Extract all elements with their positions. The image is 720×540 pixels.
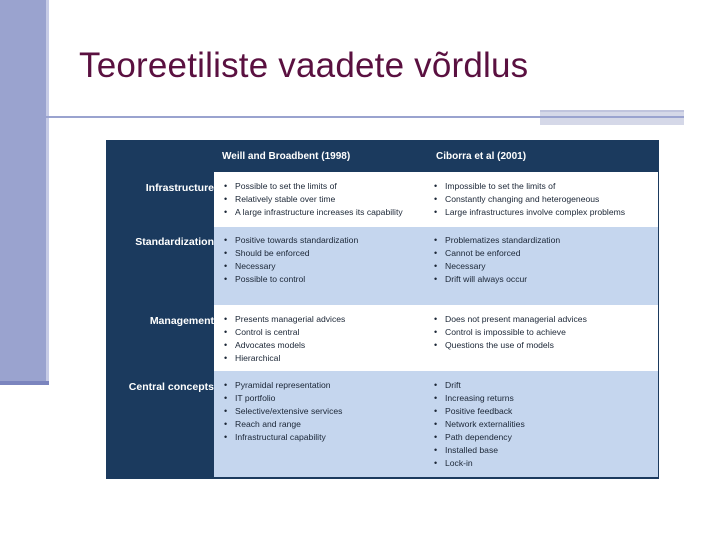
row-label-infrastructure: Infrastructure — [145, 182, 214, 194]
list-item: • Cannot be enforced — [433, 247, 560, 260]
standardization-ciborra-list — [433, 234, 560, 286]
infrastructure-weill-list — [223, 180, 403, 219]
slide-title: Teoreetiliste vaadete võrdlus — [79, 46, 529, 85]
list-item: • IT portfolio — [223, 392, 342, 405]
management-ciborra-list — [433, 313, 587, 352]
list-item: • Necessary — [433, 260, 560, 273]
list-item: • Positive feedback — [433, 405, 525, 418]
management-weill-list — [223, 313, 345, 365]
list-item: • Reach and range — [223, 418, 342, 431]
list-item: • Presents managerial advices — [223, 313, 345, 326]
list-item: • Control is impossible to achieve — [433, 326, 587, 339]
list-item: • Positive towards standardization — [223, 234, 358, 247]
list-item: • Drift — [433, 379, 525, 392]
list-item: • Relatively stable over time — [223, 193, 403, 206]
central-concepts-ciborra-list — [433, 379, 525, 470]
list-item: • Infrastructural capability — [223, 431, 342, 444]
list-item: • Problematizes standardization — [433, 234, 560, 247]
slide-side-bar — [0, 0, 46, 383]
infrastructure-ciborra-list — [433, 180, 625, 219]
row-label-central-concepts: Central concepts — [128, 381, 214, 393]
column-header-weill-broadbent: Weill and Broadbent (1998) — [222, 151, 351, 162]
list-item: • Path dependency — [433, 431, 525, 444]
list-item: • Should be enforced — [223, 247, 358, 260]
list-item: • Does not present managerial advices — [433, 313, 587, 326]
central-concepts-weill-list — [223, 379, 342, 444]
comparison-table — [106, 140, 659, 479]
list-item: • Control is central — [223, 326, 345, 339]
slide-side-bar-bottom — [0, 381, 49, 385]
list-item: • Increasing returns — [433, 392, 525, 405]
list-item: • Lock-in — [433, 457, 525, 470]
title-rule — [32, 116, 684, 118]
list-item: • Possible to control — [223, 273, 358, 286]
list-item: • Pyramidal representation — [223, 379, 342, 392]
title-rule-accent-top — [540, 110, 684, 112]
list-item: • Possible to set the limits of — [223, 180, 403, 193]
list-item: • Necessary — [223, 260, 358, 273]
list-item: • Impossible to set the limits of — [433, 180, 625, 193]
list-item: • Hierarchical — [223, 352, 345, 365]
list-item: • A large infrastructure increases its capability — [223, 206, 403, 219]
list-item: • Selective/extensive services — [223, 405, 342, 418]
row-label-management: Management — [149, 315, 214, 327]
list-item: • Installed base — [433, 444, 525, 457]
list-item: • Questions the use of models — [433, 339, 587, 352]
slide-side-bar-edge — [46, 0, 49, 383]
list-item: • Large infrastructures involve complex problems — [433, 206, 625, 219]
list-item: • Constantly changing and heterogeneous — [433, 193, 625, 206]
row-label-standardization: Standardization — [135, 236, 214, 248]
list-item: • Network externalities — [433, 418, 525, 431]
list-item: • Drift will always occur — [433, 273, 560, 286]
column-header-ciborra: Ciborra et al (2001) — [436, 151, 527, 162]
list-item: • Advocates models — [223, 339, 345, 352]
standardization-weill-list — [223, 234, 358, 286]
